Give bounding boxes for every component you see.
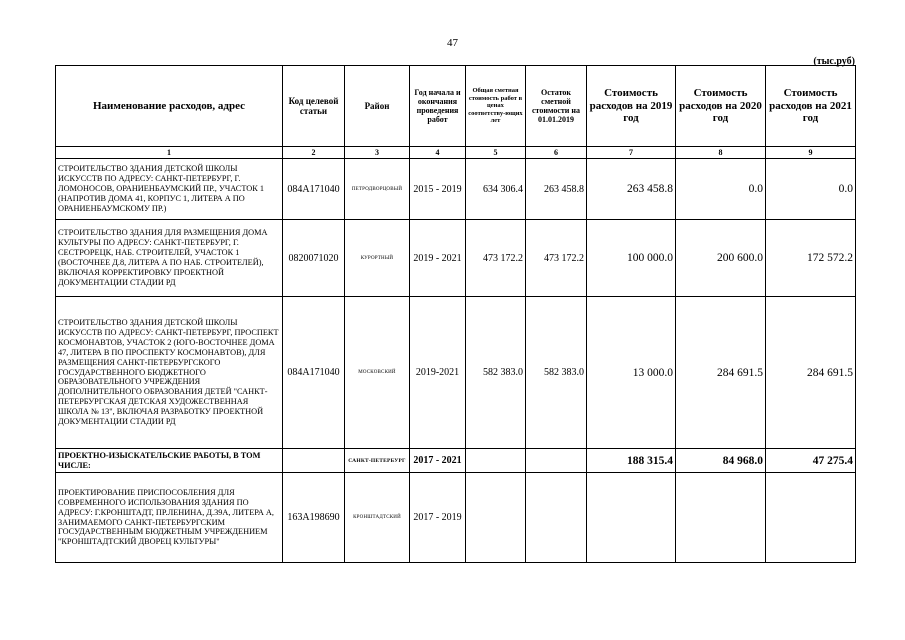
row-cost-2019: 13 000.0 xyxy=(587,297,676,449)
row-cost-2020: 284 691.5 xyxy=(676,297,766,449)
row-years: 2019-2021 xyxy=(410,297,466,449)
row-cost-2021: 284 691.5 xyxy=(766,297,856,449)
row-name: ПРОЕКТИРОВАНИЕ ПРИСПОСОБЛЕНИЯ ДЛЯ СОВРЕМЕННОГО ИСПОЛЬЗОВАНИЯ ЗДАНИЯ ПО АДРЕСУ: Г.КРОНШТАДТ, ПР.ЛЕНИНА, Д.39А, ЛИТЕРА А, ЗАНИМАЕМОГО САНКТ-ПЕТЕРБУРГСКИМ ГОСУДАРСТВЕННЫМ БЮДЖЕТНЫМ УЧРЕЖДЕНИЕМ "КРОНШТАДТСКИЙ ДВОРЕЦ КУЛЬТУРЫ" xyxy=(56,473,283,563)
row-years: 2017 - 2019 xyxy=(410,473,466,563)
row-total-cost: 582 383.0 xyxy=(466,297,526,449)
row-remaining xyxy=(526,473,587,563)
unit-label: (тыс.руб) xyxy=(813,56,855,67)
header-row xyxy=(56,66,856,147)
column-number: 3 xyxy=(345,147,410,159)
table-row xyxy=(56,159,856,220)
table-row xyxy=(56,473,856,563)
row-cost-2021: 47 275.4 xyxy=(766,449,856,473)
row-cost-2020: 0.0 xyxy=(676,159,766,220)
row-code: 163А198690 xyxy=(283,473,345,563)
row-code: 084А171040 xyxy=(283,159,345,220)
row-total-cost: 634 306.4 xyxy=(466,159,526,220)
row-code: 084А171040 xyxy=(283,297,345,449)
header-cost-2019: Стоимость расходов на 2019 год xyxy=(587,66,676,147)
row-cost-2020: 200 600.0 xyxy=(676,220,766,297)
row-cost-2020: 84 968.0 xyxy=(676,449,766,473)
column-number: 5 xyxy=(466,147,526,159)
column-number: 1 xyxy=(56,147,283,159)
row-cost-2019: 100 000.0 xyxy=(587,220,676,297)
row-cost-2021 xyxy=(766,473,856,563)
column-number: 2 xyxy=(283,147,345,159)
table-row xyxy=(56,220,856,297)
header-cost-2021: Стоимость расходов на 2021 год xyxy=(766,66,856,147)
column-number: 9 xyxy=(766,147,856,159)
header-years: Год начала и окончания проведения работ xyxy=(410,66,466,147)
column-number: 8 xyxy=(676,147,766,159)
row-cost-2019: 188 315.4 xyxy=(587,449,676,473)
column-number: 4 xyxy=(410,147,466,159)
row-name: СТРОИТЕЛЬСТВО ЗДАНИЯ ДЕТСКОЙ ШКОЛЫ ИСКУССТВ ПО АДРЕСУ: САНКТ-ПЕТЕРБУРГ, Г. ЛОМОНОСОВ, ОРАНИЕНБАУМСКИЙ ПР., УЧАСТОК 1 (НАПРОТИВ ДОМА 41, КОРПУС 1, ЛИТЕРА А ПО ОРАНИЕНБАУМСКОМУ ПР.) xyxy=(56,159,283,220)
row-cost-2021: 172 572.2 xyxy=(766,220,856,297)
header-remaining: Остаток сметной стоимости на 01.01.2019 xyxy=(526,66,587,147)
row-total-cost: 473 172.2 xyxy=(466,220,526,297)
page-number: 47 xyxy=(447,37,458,49)
row-cost-2019: 263 458.8 xyxy=(587,159,676,220)
header-code: Код целевой статьи xyxy=(283,66,345,147)
row-remaining: 263 458.8 xyxy=(526,159,587,220)
header-district: Район xyxy=(345,66,410,147)
row-district: САНКТ-ПЕТЕРБУРГ xyxy=(345,449,410,473)
row-remaining xyxy=(526,449,587,473)
expenses-table xyxy=(55,65,856,563)
row-name: СТРОИТЕЛЬСТВО ЗДАНИЯ ДЕТСКОЙ ШКОЛЫ ИСКУССТВ ПО АДРЕСУ: САНКТ-ПЕТЕРБУРГ, ПРОСПЕКТ КОСМОНАВТОВ, УЧАСТОК 2 (ЮГО-ВОСТОЧНЕЕ ДОМА 47, ЛИТЕРА В ПО ПРОСПЕКТУ КОСМОНАВТОВ), ДЛЯ РАЗМЕЩЕНИЯ САНКТ-ПЕТЕРБУРГСКОГО ГОСУДАРСТВЕННОГО БЮДЖЕТНОГО ОБРАЗОВАТЕЛЬНОГО УЧРЕЖДЕНИЯ ДОПОЛНИТЕЛЬНОГО ОБРАЗОВАНИЯ ДЕТЕЙ "САНКТ-ПЕТЕРБУРГСКАЯ ДЕТСКАЯ ХУДОЖЕСТВЕННАЯ ШКОЛА № 13", ВКЛЮЧАЯ РАЗРАБОТКУ ПРОЕКТНОЙ ДОКУМЕНТАЦИИ СТАДИИ РД xyxy=(56,297,283,449)
row-years: 2015 - 2019 xyxy=(410,159,466,220)
row-district: МОСКОВСКИЙ xyxy=(345,297,410,449)
table-row-subtotal xyxy=(56,449,856,473)
column-number: 7 xyxy=(587,147,676,159)
row-cost-2019 xyxy=(587,473,676,563)
row-district: ПЕТРОДВОРЦОВЫЙ xyxy=(345,159,410,220)
table-row xyxy=(56,297,856,449)
row-name: ПРОЕКТНО-ИЗЫСКАТЕЛЬСКИЕ РАБОТЫ, В ТОМ ЧИСЛЕ: xyxy=(56,449,283,473)
row-remaining: 473 172.2 xyxy=(526,220,587,297)
row-years: 2019 - 2021 xyxy=(410,220,466,297)
row-cost-2020 xyxy=(676,473,766,563)
row-years: 2017 - 2021 xyxy=(410,449,466,473)
row-total-cost xyxy=(466,473,526,563)
column-number: 6 xyxy=(526,147,587,159)
row-code xyxy=(283,449,345,473)
row-district: КУРОРТНЫЙ xyxy=(345,220,410,297)
row-district: КРОНШТАДТСКИЙ xyxy=(345,473,410,563)
header-total-cost: Общая сметная стоимость работ в ценах соответству-ющих лет xyxy=(466,66,526,147)
header-name: Наименование расходов, адрес xyxy=(56,66,283,147)
row-name: СТРОИТЕЛЬСТВО ЗДАНИЯ ДЛЯ РАЗМЕЩЕНИЯ ДОМА КУЛЬТУРЫ ПО АДРЕСУ: САНКТ-ПЕТЕРБУРГ, Г. СЕСТРОРЕЦК, НАБ. СТРОИТЕЛЕЙ, УЧАСТОК 1 (ВОСТОЧНЕЕ Д.8, ЛИТЕРА А ПО НАБ. СТРОИТЕЛЕЙ), ВКЛЮЧАЯ КОРРЕКТИРОВКУ ПРОЕКТНОЙ ДОКУМЕНТАЦИИ СТАДИИ РД xyxy=(56,220,283,297)
column-number-row xyxy=(56,147,856,159)
row-remaining: 582 383.0 xyxy=(526,297,587,449)
row-cost-2021: 0.0 xyxy=(766,159,856,220)
row-code: 0820071020 xyxy=(283,220,345,297)
header-cost-2020: Стоимость расходов на 2020 год xyxy=(676,66,766,147)
row-total-cost xyxy=(466,449,526,473)
